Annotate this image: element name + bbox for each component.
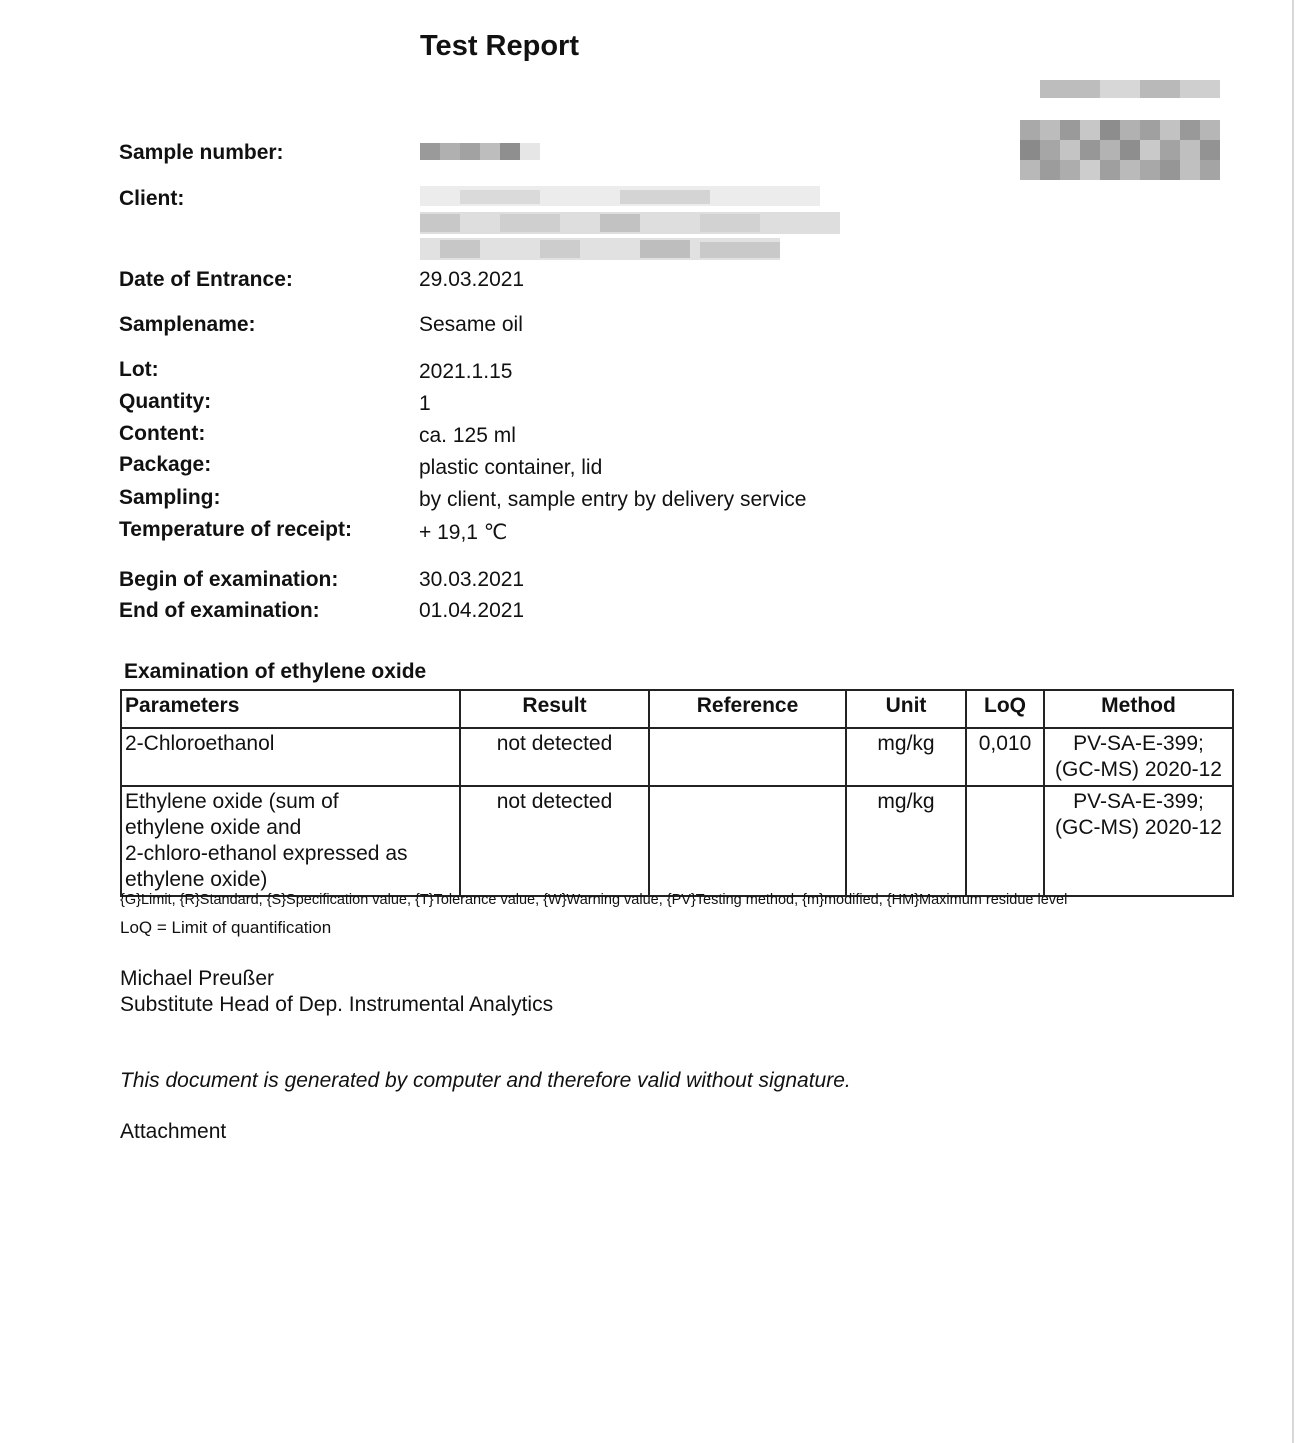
cell-unit: mg/kg (846, 786, 966, 896)
computer-generated-notice: This document is generated by computer and therefore valid without signature. (120, 1069, 851, 1092)
sample-number-label: Sample number: (119, 141, 284, 164)
cell-method (1044, 728, 1233, 786)
samplename-label: Samplename: (119, 313, 256, 336)
header-method: Method (1044, 690, 1233, 728)
section-title: Examination of ethylene oxide (124, 660, 427, 683)
sampling-value: by client, sample entry by delivery service (419, 488, 807, 511)
header-unit: Unit (846, 690, 966, 728)
header-parameters: Parameters (121, 690, 460, 728)
end-examination-label: End of examination: (119, 599, 320, 622)
date-of-entrance-value: 29.03.2021 (419, 268, 525, 291)
cell-result: not detected (460, 728, 649, 786)
parameter-line: ethylene oxide) (125, 868, 268, 891)
package-label: Package: (119, 453, 212, 476)
header-result: Result (460, 690, 649, 728)
cell-loq (966, 786, 1044, 896)
method-line: (GC-MS) 2020-12 (1055, 758, 1222, 781)
cell-method (1044, 786, 1233, 896)
samplename-value: Sesame oil (419, 313, 523, 336)
end-examination-value: 01.04.2021 (419, 599, 525, 622)
content-value: ca. 125 ml (419, 424, 516, 447)
parameter-line: Ethylene oxide (sum of (125, 790, 339, 813)
signatory-role: Substitute Head of Dep. Instrumental Analytics (120, 993, 554, 1016)
signatory-name: Michael Preußer (120, 967, 275, 990)
report-title: Test Report (420, 30, 579, 62)
cell-loq: 0,010 (966, 728, 1044, 786)
cell-reference (649, 728, 846, 786)
date-of-entrance-label: Date of Entrance: (119, 268, 293, 291)
method-line: (GC-MS) 2020-12 (1055, 816, 1222, 839)
method-line: PV-SA-E-399; (1073, 790, 1204, 813)
parameter-line: 2-Chloroethanol (125, 732, 275, 755)
table-header-row (121, 690, 1233, 728)
cell-result: not detected (460, 786, 649, 896)
parameter-line: 2-chloro-ethanol expressed as (125, 842, 408, 865)
table-row (121, 786, 1233, 896)
quantity-label: Quantity: (119, 390, 212, 413)
temperature-label: Temperature of receipt: (119, 518, 352, 541)
legend-note: {G}Limit, {R}Standard, {S}Specification value, {T}Tolerance value, {W}Warning value, {PV}Testing method, {m}modified, {HM}Maximum residue level (120, 892, 1068, 908)
page-edge (1292, 0, 1294, 1443)
sampling-label: Sampling: (119, 486, 221, 509)
cell-parameter (121, 786, 460, 896)
results-table (120, 689, 1234, 897)
header-loq: LoQ (966, 690, 1044, 728)
attachment-label: Attachment (120, 1120, 227, 1143)
begin-examination-label: Begin of examination: (119, 568, 339, 591)
loq-note: LoQ = Limit of quantification (120, 918, 332, 937)
content-label: Content: (119, 422, 206, 445)
method-line: PV-SA-E-399; (1073, 732, 1204, 755)
client-label: Client: (119, 187, 185, 210)
temperature-value: + 19,1 ℃ (419, 521, 508, 544)
table-row (121, 728, 1233, 786)
cell-parameter (121, 728, 460, 786)
cell-reference (649, 786, 846, 896)
header-reference: Reference (649, 690, 846, 728)
cell-unit: mg/kg (846, 728, 966, 786)
lot-label: Lot: (119, 358, 159, 381)
quantity-value: 1 (419, 392, 431, 415)
lot-value: 2021.1.15 (419, 360, 513, 383)
begin-examination-value: 30.03.2021 (419, 568, 525, 591)
parameter-line: ethylene oxide and (125, 816, 302, 839)
package-value: plastic container, lid (419, 456, 603, 479)
